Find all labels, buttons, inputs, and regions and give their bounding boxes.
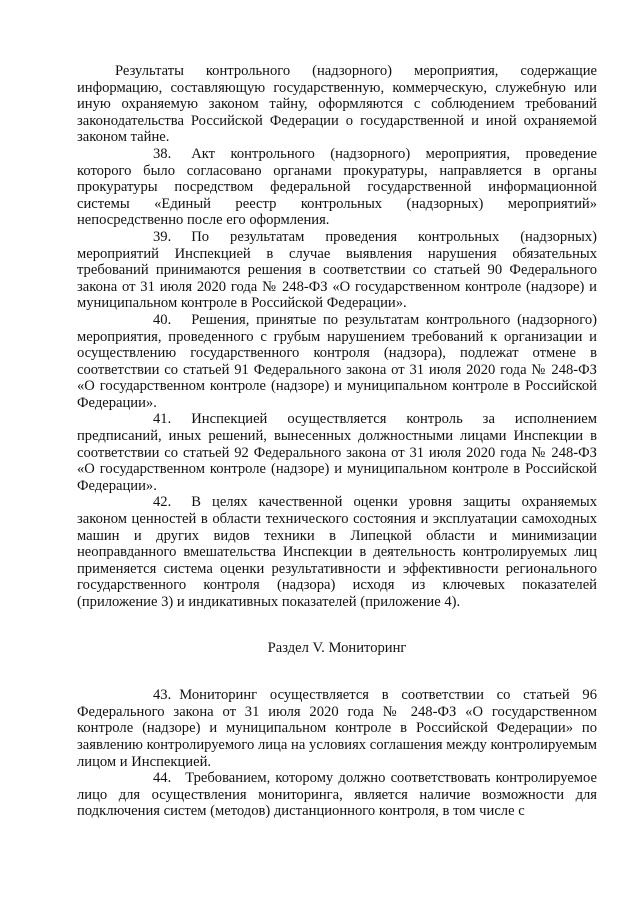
paragraph-43 <box>77 687 597 770</box>
paragraph-number: 40. <box>153 311 172 328</box>
paragraph-number: 41. <box>153 411 172 428</box>
paragraph-number: 38. <box>153 145 172 162</box>
paragraph-number: 42. <box>153 494 172 511</box>
paragraph-40 <box>77 312 597 412</box>
paragraph-secrecy <box>77 63 597 146</box>
paragraph-text: Решения, принятые по результатам контрольного (надзорного) мероприятия, проведенного с грубым нарушением требований к организации и осуществлению государственного контроля (надзора), подлежат отмене в соответствии со статьей 91 Федерального закона от 31 июля 2020 года № 248-ФЗ «О государственном контроле (надзоре) и муниципальном контроле в Российской Федерации». <box>77 311 597 411</box>
paragraph-44 <box>77 770 597 820</box>
paragraph-38 <box>77 146 597 229</box>
paragraph-39 <box>77 229 597 312</box>
paragraph-text: Мониторинг осуществляется в соответствии со статьей 96 Федерального закона от 31 июля 2020 года № 248-ФЗ «О государственном контроле (надзоре) и муниципальном контроле в Российской Федерации» по заявлению контролируемого лица на условиях соглашения между контролируемым лицом и Инспекцией. <box>77 687 597 770</box>
paragraph-number: 43. <box>153 687 172 704</box>
paragraph-text: Требованием, которому должно соответствовать контролируемое лицо для осуществления мониторинга, является наличие возможности для подключения систем (методов) дистанционного контроля, в том числе с <box>77 770 597 820</box>
paragraph-text: По результатам проведения контрольных (надзорных) мероприятий Инспекцией в случае выявления нарушения обязательных требований принимаются решения в соответствии со статьей 90 Федерального закона от 31 июля 2020 года № 248-ФЗ «О государственном контроле (надзоре) и муниципальном контроле в Российской Федерации». <box>77 228 597 312</box>
paragraph-text: Результаты контрольного (надзорного) мероприятия, содержащие информацию, составляющую государственную, коммерческую, служебную или иную охраняемую законом тайну, оформляются с соблюдением требований законодательства Российской Федерации о государственной и иной охраняемой законом тайне. <box>77 63 597 146</box>
section-heading: Раздел V. Мониторинг <box>267 639 407 656</box>
paragraph-number: 44. <box>153 770 172 787</box>
paragraph-41 <box>77 411 597 494</box>
paragraph-number: 39. <box>153 228 172 245</box>
document-body <box>77 63 597 820</box>
paragraph-text: Инспекцией осуществляется контроль за исполнением предписаний, иных решений, вынесенных должностными лицами Инспекции в соответствии со статьей 92 Федерального закона от 31 июля 2020 года № 248-ФЗ «О государственном контроле (надзоре) и муниципальном контроле в Российской Федерации». <box>77 411 597 494</box>
paragraph-text: В целях качественной оценки уровня защиты охраняемых законом ценностей в области технического состояния и эксплуатации самоходных машин и других видов техники в Липецкой области и минимизации неоправданного вмешательства Инспекции в деятельность контролируемых лиц применяется система оценки результативности и эффективности регионального государственного контроля (надзора) исходя из ключевых показателей (приложение 3) и индикативных показателей (приложение 4). <box>77 494 597 610</box>
paragraph-42 <box>77 494 597 610</box>
paragraph-text: Акт контрольного (надзорного) мероприятия, проведение которого было согласовано органами прокуратуры, направляется в органы прокуратуры посредством федеральной государственной информационной системы «Единый реестр контрольных (надзорных) мероприятий» непосредственно после его оформления. <box>77 145 597 229</box>
